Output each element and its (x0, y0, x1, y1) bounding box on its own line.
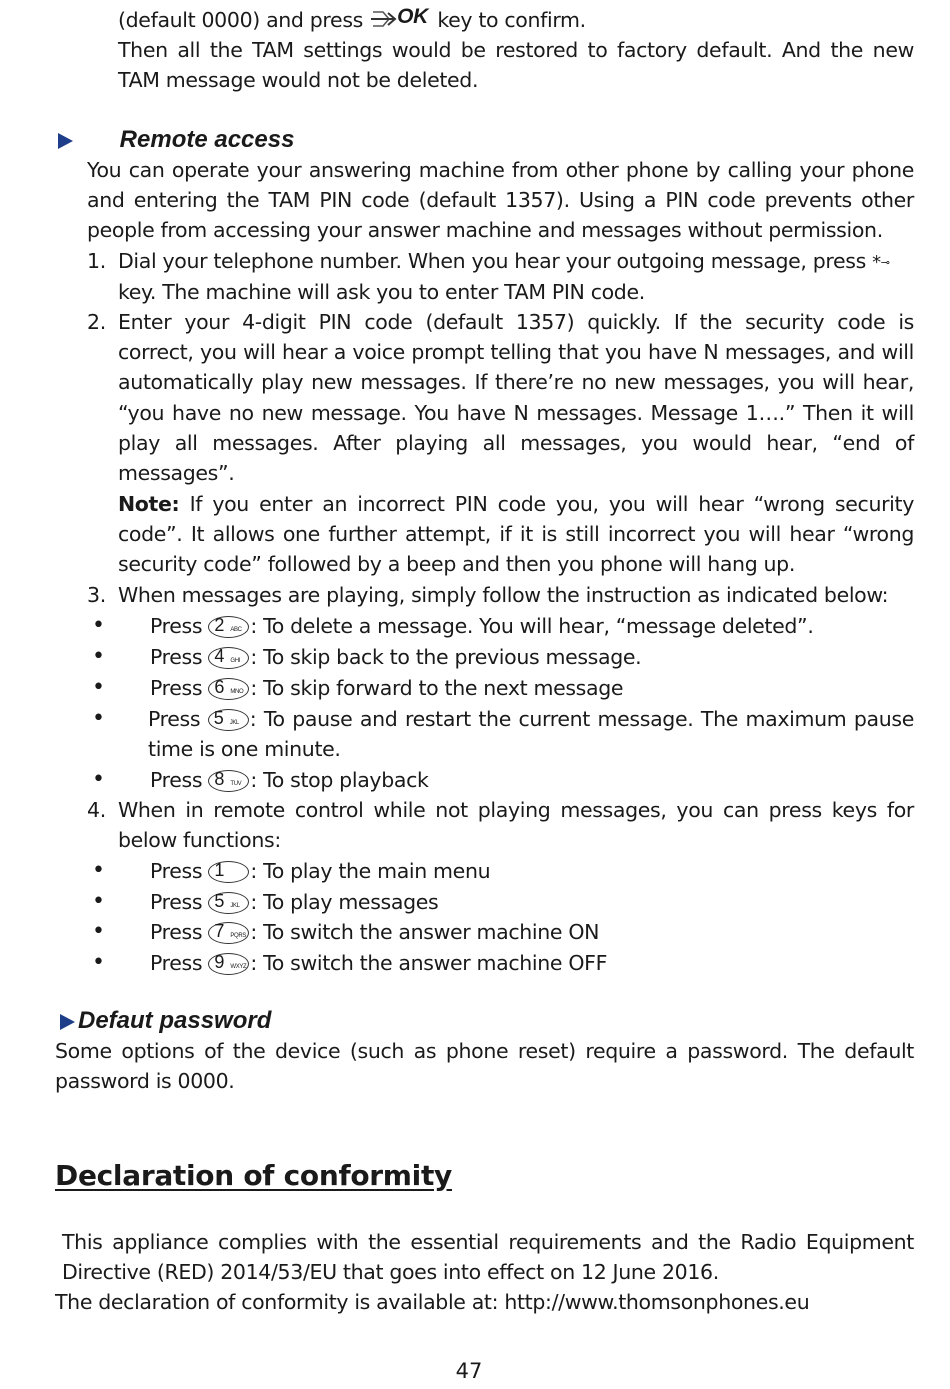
key-item-machine-off: Press 9 WXYZ : To switch the answer machine OFF (150, 951, 608, 975)
step-2-line-2: correct, you will hear a voice prompt telling that you have N messages, and will (118, 340, 914, 364)
step-1-number: 1. (87, 249, 106, 273)
key-1-icon: 1 (208, 861, 249, 883)
key-item-stop: Press 8 TUV : To stop playback (150, 768, 429, 792)
key-item-skip-forward: Press 6 MNO : To skip forward to the next message (150, 676, 624, 700)
step-4-line-2: below functions: (118, 828, 281, 852)
step-2-line-1: Enter your 4-digit PIN code (default 1357) quickly. If the security code is (118, 310, 914, 334)
remote-intro-line-1: You can operate your answering machine from other phone by calling your phone (87, 158, 914, 182)
remote-intro-line-3: people from accessing your answer machine and messages without permission. (87, 218, 883, 242)
list-bullet: • (92, 706, 105, 731)
key-4-icon: 4 GHI (208, 647, 249, 669)
key-item-delete: Press 2 ABC : To delete a message. You will hear, “message deleted”. (150, 614, 814, 638)
triangle-bullet-icon (60, 1014, 75, 1030)
list-bullet: • (92, 919, 105, 944)
page-number: 47 (455, 1359, 483, 1383)
step-1-line-2: key. The machine will ask you to enter TAM PIN code. (118, 280, 645, 304)
list-bullet: • (92, 613, 105, 638)
step-4-number: 4. (87, 798, 106, 822)
key-item-skip-back: Press 4 GHI : To skip back to the previous message. (150, 645, 642, 669)
default-password-line-1: Some options of the device (such as phone reset) require a password. The default (55, 1039, 914, 1063)
key-item-pause: Press 5 JKL : To pause and restart the current message. The maximum pause (148, 707, 915, 731)
default-password-heading: Defaut password (60, 1006, 271, 1036)
step-2-line-3: automatically play new messages. If there’re no new messages, you will hear, (118, 370, 914, 394)
remote-intro-line-2: and entering the TAM PIN code (default 1357). Using a PIN code prevents other (87, 188, 914, 212)
declaration-line-1: This appliance complies with the essential requirements and the Radio Equipment (62, 1230, 914, 1254)
key-item-main-menu: Press 1 : To play the main menu (150, 859, 491, 883)
tam-reset-text-after: key to confirm. (437, 8, 586, 32)
tam-reset-text: (default 0000) and press (118, 8, 363, 32)
tam-reset-line-1 (118, 5, 586, 35)
key-5-icon: 5 JKL (208, 892, 249, 914)
ok-key-label: OK (397, 5, 428, 28)
ok-key-icon (369, 5, 431, 30)
list-bullet: • (92, 889, 105, 914)
step-2-line-5: play all messages. After playing all messages, you would hear, “end of (118, 431, 914, 455)
key-item-play-messages: Press 5 JKL : To play messages (150, 890, 439, 914)
step-3-number: 3. (87, 583, 106, 607)
tam-reset-line-2: Then all the TAM settings would be restored to factory default. And the new (118, 38, 914, 62)
step-3-text: When messages are playing, simply follow the instruction as indicated below: (118, 583, 889, 607)
list-bullet: • (92, 950, 105, 975)
step-2-note-line-2: code”. It allows one further attempt, if it is still incorrect you will hear “wrong (118, 522, 914, 546)
list-bullet: • (92, 675, 105, 700)
key-2-icon: 2 ABC (208, 616, 249, 638)
default-password-line-2: password is 0000. (55, 1069, 235, 1093)
declaration-title: Declaration of conformity (55, 1159, 452, 1192)
step-2-note-line-1: Note: If you enter an incorrect PIN code you, you will hear “wrong security (118, 492, 914, 516)
declaration-line-3: The declaration of conformity is available at: http://www.thomsonphones.eu (55, 1290, 810, 1314)
star-key-icon: *⊸ (872, 252, 890, 273)
list-bullet: • (92, 767, 105, 792)
note-label: Note: (118, 492, 180, 516)
key-8-icon: 8 TUV (208, 770, 249, 792)
step-1-line-1: Dial your telephone number. When you hear your outgoing message, press *⊸ (118, 249, 890, 273)
step-2-number: 2. (87, 310, 106, 334)
step-2-line-4: “you have no new message. You have N messages. Message 1….” Then it will (118, 401, 914, 425)
list-bullet: • (92, 858, 105, 883)
step-2-line-6: messages”. (118, 461, 235, 485)
key-7-icon: 7 PQRS (208, 922, 249, 944)
key-9-icon: 9 WXYZ (208, 953, 249, 975)
remote-access-heading: Remote access (58, 125, 294, 155)
step-4-line-1: When in remote control while not playing messages, you can press keys for (118, 798, 914, 822)
tam-reset-line-3: TAM message would not be deleted. (118, 68, 479, 92)
key-6-icon: 6 MNO (208, 678, 249, 700)
key-item-machine-on: Press 7 PQRS : To switch the answer machine ON (150, 920, 600, 944)
declaration-line-2: Directive (RED) 2014/53/EU that goes into effect on 12 June 2016. (62, 1260, 719, 1284)
key-item-pause-line-2: time is one minute. (148, 737, 341, 761)
list-bullet: • (92, 644, 105, 669)
triangle-bullet-icon (58, 133, 73, 149)
step-2-note-line-3: security code” followed by a beep and then you phone will hang up. (118, 552, 796, 576)
key-5-icon: 5 JKL (208, 709, 249, 731)
